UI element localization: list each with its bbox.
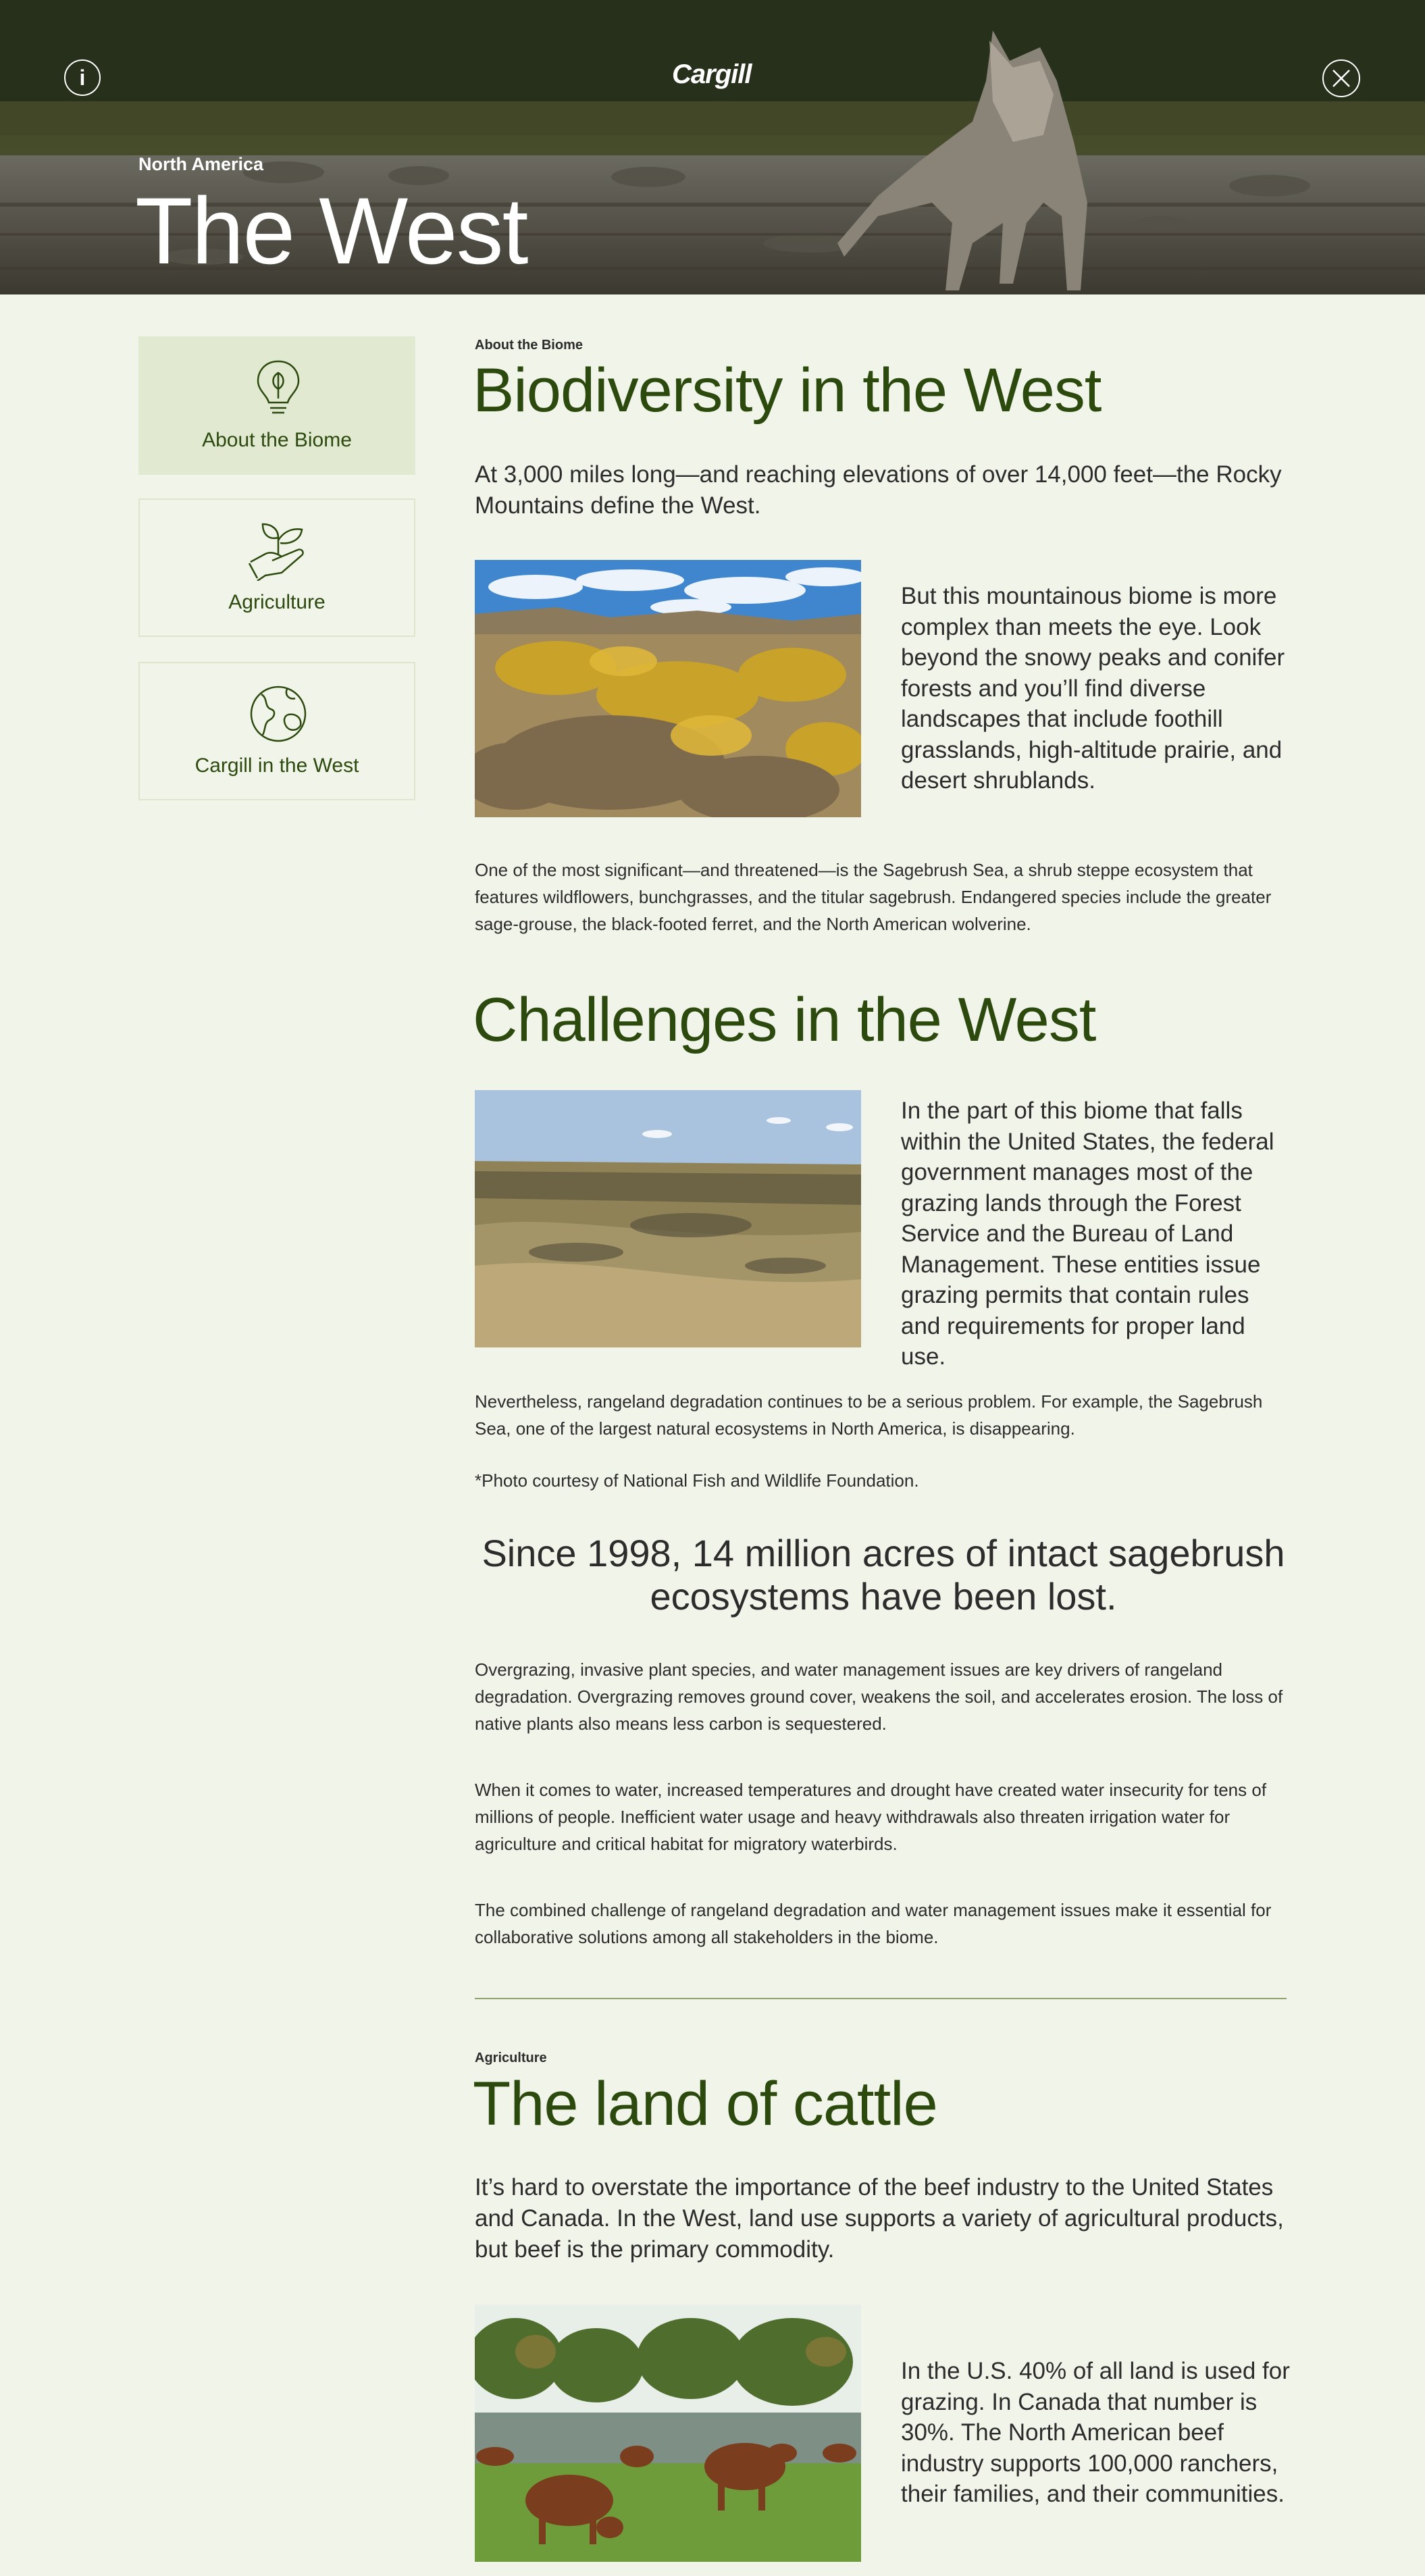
section-kicker: Agriculture	[475, 2051, 547, 2065]
photo-credit: *Photo courtesy of National Fish and Wildlife Foundation.	[475, 1470, 919, 1491]
section-heading: Biodiversity in the West	[473, 356, 1102, 425]
close-button[interactable]	[1322, 59, 1360, 97]
lightbulb-leaf-icon	[251, 358, 305, 419]
globe-icon	[248, 684, 309, 744]
section-side-text: In the part of this biome that falls within the United States, the federal government manages most of the grazing lands through the Forest Service and the Bureau of Land Management. These entities issue grazing permits that contain rules and requirements for proper land use.	[901, 1098, 1274, 1370]
close-icon	[1331, 68, 1351, 88]
sidebar-item-label: About the Biome	[202, 429, 352, 451]
section-heading: The land of cattle	[473, 2069, 937, 2138]
cattle-photo	[475, 2304, 861, 2562]
sidebar-item-agriculture[interactable]	[138, 498, 415, 637]
rangeland-photo	[475, 1090, 861, 1347]
page-title: The West	[135, 178, 527, 284]
section-side-text: But this mountainous biome is more complex than meets the eye. Look beyond the snowy peaks and conifer forests and you’ll find diverse landscapes that include foothill grasslands, high-altitude prairie, and desert shrublands.	[901, 583, 1285, 794]
hero-banner	[0, 0, 1425, 297]
region-label: North America	[138, 154, 264, 174]
section-divider	[475, 1998, 1287, 1999]
hand-sprout-icon	[248, 520, 309, 581]
pull-quote: Since 1998, 14 million acres of intact sagebrush ecosystems have been lost.	[482, 1532, 1285, 1618]
section-lead: At 3,000 miles long—and reaching elevations of over 14,000 feet—the Rocky Mountains define the West.	[475, 461, 1282, 519]
sagebrush-photo	[475, 560, 861, 817]
section-body-text: Overgrazing, invasive plant species, and water management issues are key drivers of rangeland degradation. Overgrazing removes ground cover, weakens the soil, and accelerates erosion. The loss of native plants also means less carbon is sequestered.	[475, 1659, 1283, 1734]
section-heading: Challenges in the West	[473, 985, 1096, 1054]
section-lead: It’s hard to overstate the importance of the beef industry to the United States and Canada. In the West, land use supports a variety of agricultural products, but beef is the primary commodity.	[475, 2174, 1284, 2263]
cargill-logo[interactable]: Cargill	[672, 59, 752, 89]
section-body-text: When it comes to water, increased temperatures and drought have created water insecurity for tens of millions of people. Inefficient water usage and heavy withdrawals also threaten irrigation water for agriculture and critical habitat for migratory waterbirds.	[475, 1780, 1267, 1854]
info-button[interactable]	[64, 59, 101, 96]
section-side-text: In the U.S. 40% of all land is used for grazing. In Canada that number is 30%. The North American beef industry supports 100,000 ranchers, their families, and their communities.	[901, 2358, 1290, 2507]
section-kicker: About the Biome	[475, 338, 583, 353]
section-body-text: The combined challenge of rangeland degradation and water management issues make it essential for collaborative solutions among all stakeholders in the biome.	[475, 1900, 1272, 1947]
section-body-text: One of the most significant—and threatened—is the Sagebrush Sea, a shrub steppe ecosystem that features wildflowers, bunchgrasses, and the titular sagebrush. Endangered species include the greater sage-grouse, the black-footed ferret, and the North American wolverine.	[475, 860, 1272, 934]
section-body-text: Nevertheless, rangeland degradation continues to be a serious problem. For example, the Sagebrush Sea, one of the largest natural ecosystems in North America, is disappearing.	[475, 1391, 1263, 1439]
sidebar-item-label: Cargill in the West	[195, 754, 359, 777]
sidebar-item-label: Agriculture	[228, 591, 326, 613]
sidebar-item-cargill-in-the-west[interactable]	[138, 662, 415, 800]
sidebar-item-about-the-biome[interactable]	[138, 336, 415, 475]
info-icon: i	[79, 65, 86, 90]
